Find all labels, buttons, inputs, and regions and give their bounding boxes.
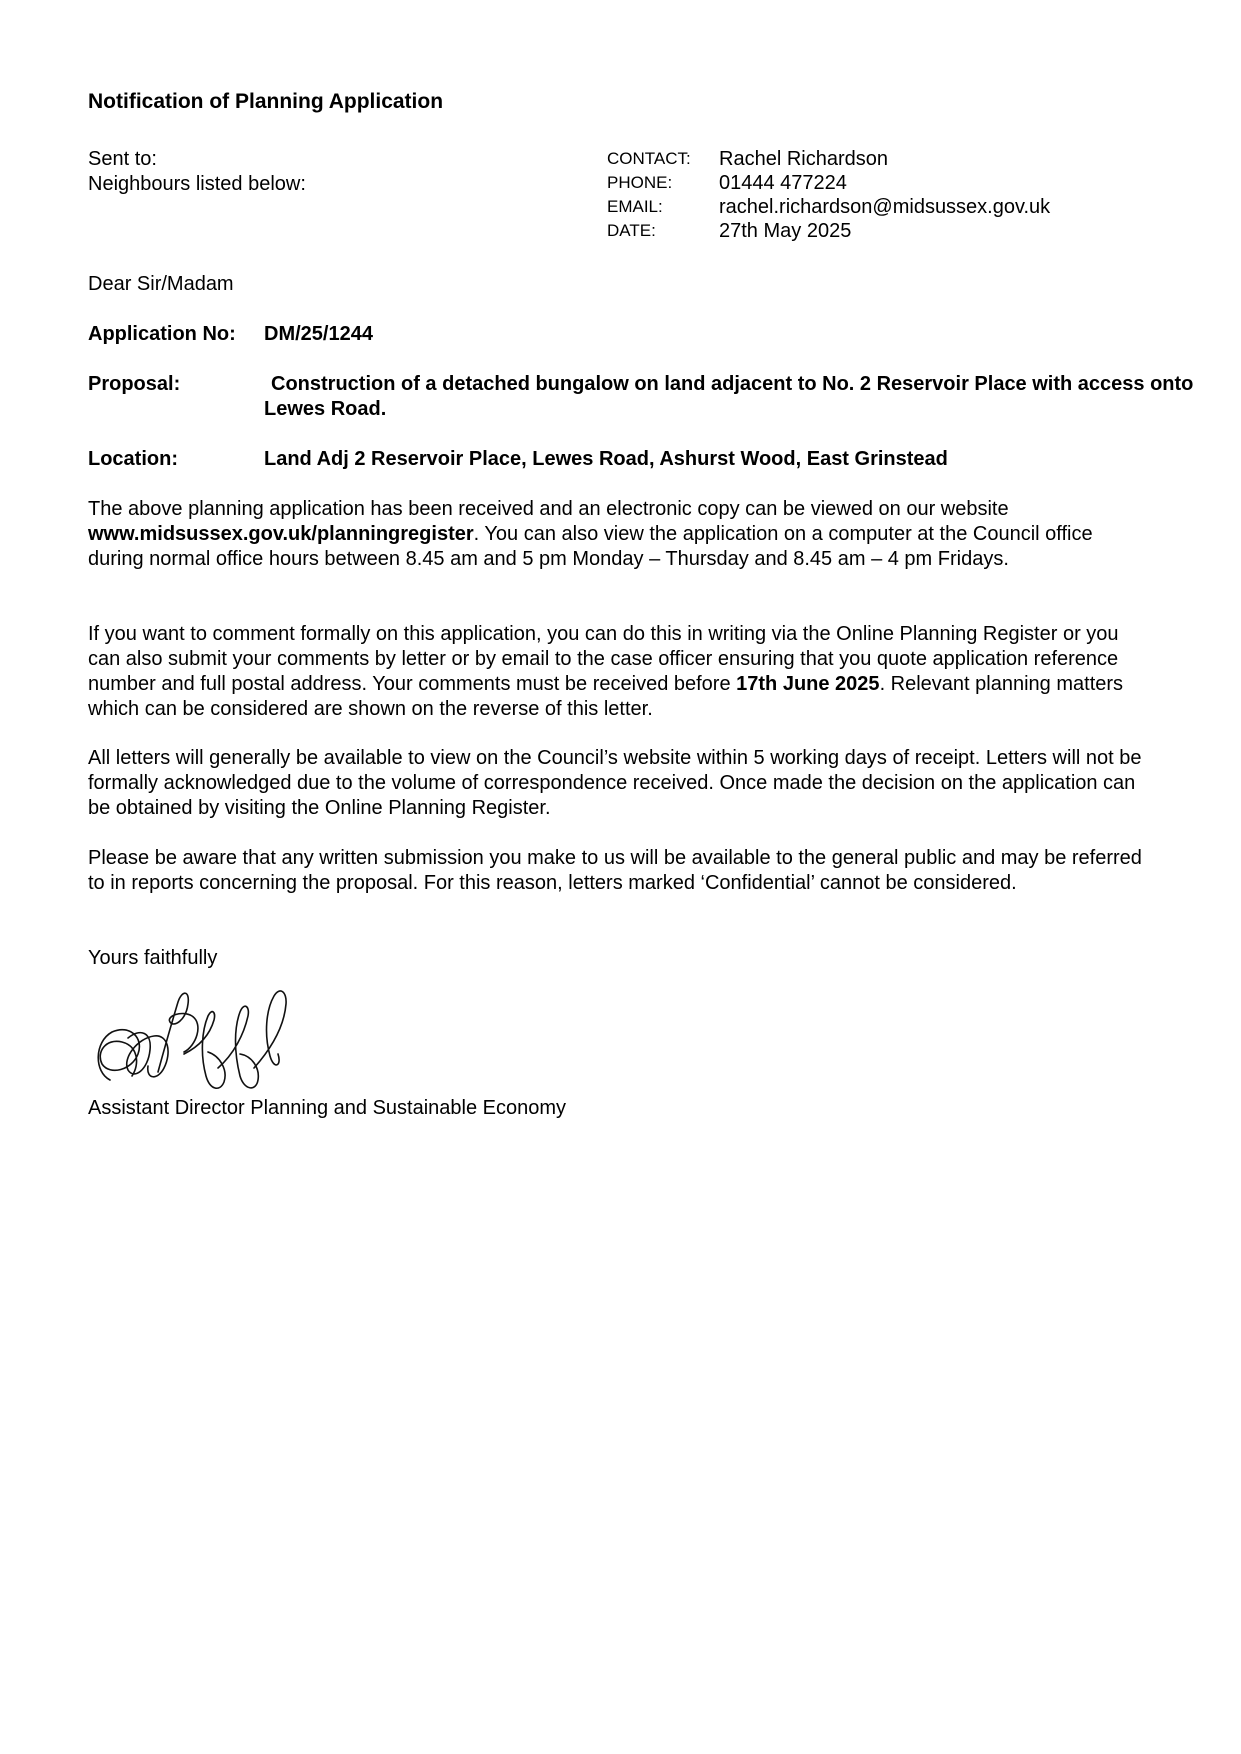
contact-label: CONTACT: [607, 149, 691, 168]
signature-image [88, 972, 298, 1094]
signatory-title: Assistant Director Planning and Sustainable Economy [88, 1097, 567, 1119]
planning-register-link[interactable]: www.midsussex.gov.uk/planningregister [88, 523, 474, 545]
comment-deadline: 17th June 2025 [736, 673, 880, 695]
paragraph-viewing-intro: The above planning application has been received and an electronic copy can be viewed on our website [88, 498, 1009, 520]
contact-row-email [607, 195, 1050, 219]
contact-row-date [607, 219, 1050, 243]
location-text: Land Adj 2 Reservoir Place, Lewes Road, Ashurst Wood, East Grinstead [264, 448, 948, 470]
paragraph-viewing [88, 497, 1148, 572]
letter-title: Notification of Planning Application [88, 90, 444, 113]
date-value: 27th May 2025 [719, 220, 852, 242]
proposal-label: Proposal: [88, 373, 181, 395]
paragraph-confidential: Please be aware that any written submission you make to us will be available to the general public and may be referred to in reports concerning the proposal. For this reason, letters marked ‘Confidential’ cannot be considered. [88, 847, 1142, 894]
application-number: DM/25/1244 [264, 323, 373, 345]
paragraph-letters: All letters will generally be available to view on the Council’s website within 5 working days of receipt. Letters will not be formally acknowledged due to the volume of correspondence received. Once made the decision on the application can be obtained by visiting the Online Planning Register. [88, 747, 1142, 819]
phone-value: 01444 477224 [719, 172, 847, 194]
paragraph-viewing-rest: . You can also view the application on a computer at the Council office during normal office hours between 8.45 am and 5 pm Monday – Thursday and 8.45 am – 4 pm Fridays. [88, 523, 1093, 570]
application-number-label: Application No: [88, 323, 236, 345]
recipients: Neighbours listed below: [88, 173, 306, 195]
contact-details [607, 147, 1050, 243]
sent-to-label: Sent to: [88, 148, 157, 170]
contact-row-phone [607, 171, 1050, 195]
email-label: EMAIL: [607, 197, 663, 216]
proposal-text: Construction of a detached bungalow on land adjacent to No. 2 Reservoir Place with access onto Lewes Road. [264, 373, 1194, 420]
salutation: Dear Sir/Madam [88, 273, 234, 295]
paragraph-comments-rest: . Relevant planning matters which can be considered are shown on the reverse of this letter. [88, 673, 1124, 720]
location-label: Location: [88, 448, 178, 470]
paragraph-comments [88, 622, 1148, 722]
closing: Yours faithfully [88, 947, 218, 969]
contact-row-name [607, 147, 1050, 171]
date-label: DATE: [607, 221, 656, 240]
sent-to-block [88, 147, 306, 197]
contact-name: Rachel Richardson [719, 148, 888, 170]
phone-label: PHONE: [607, 173, 673, 192]
email-value: rachel.richardson@midsussex.gov.uk [719, 196, 1051, 218]
paragraph-comments-intro: If you want to comment formally on this application, you can do this in writing via the Online Planning Register or you can also submit your comments by letter or by email to the case officer ensuring that you quote application reference number and full postal address. Your comments must be received before [88, 623, 1119, 695]
